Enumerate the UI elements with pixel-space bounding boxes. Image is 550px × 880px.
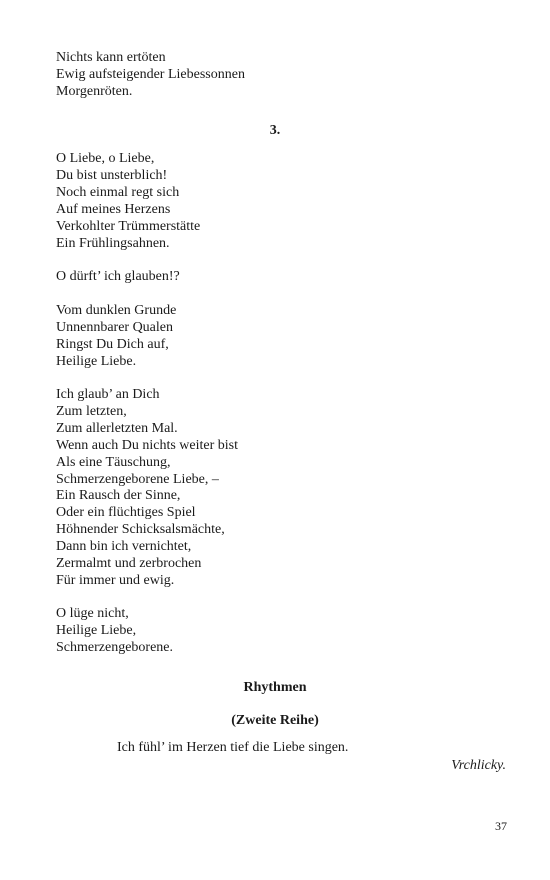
section-heading: Rhythmen xyxy=(243,680,307,695)
verse-line: Für immer und ewig. xyxy=(56,572,175,588)
verse-line: Unnennbarer Qualen xyxy=(56,319,174,335)
verse-line: Verkohlter Trümmerstätte xyxy=(56,218,201,234)
verse-line: Dann bin ich vernichtet, xyxy=(56,539,192,555)
epigraph-quote: Ich fühl’ im Herzen tief die Liebe singen. xyxy=(117,740,349,755)
stanza-2 xyxy=(56,151,496,252)
stanza-6 xyxy=(56,606,496,657)
verse-line: Oder ein flüchtiges Spiel xyxy=(56,505,196,521)
verse-line: O dürft’ ich glauben!? xyxy=(56,269,180,284)
verse-line: Schmerzengeborene Liebe, – xyxy=(56,471,219,487)
verse-line: Zermalmt und zerbrochen xyxy=(56,556,202,572)
epigraph-author: Vrchlicky. xyxy=(451,758,506,773)
verse-line: Schmerzengeborene. xyxy=(56,639,173,655)
verse-line: Noch einmal regt sich xyxy=(56,184,180,200)
stanza-1 xyxy=(56,50,496,101)
verse-line: Als eine Täuschung, xyxy=(56,454,171,470)
verse-line: Du bist unsterblich! xyxy=(56,167,168,183)
verse-line: Zum allerletzten Mal. xyxy=(56,420,178,436)
verse-line: O Liebe, o Liebe, xyxy=(56,151,155,166)
verse-line: Auf meines Herzens xyxy=(56,201,171,217)
verse-line: Wenn auch Du nichts weiter bist xyxy=(56,437,238,453)
verse-line: Morgenröten. xyxy=(56,83,133,99)
verse-line: Vom dunklen Grunde xyxy=(56,303,177,318)
verse-line: Höhnender Schicksalsmächte, xyxy=(56,522,225,538)
verse-line: Ewig aufsteigender Liebessonnen xyxy=(56,66,245,82)
verse-line: Heilige Liebe. xyxy=(56,353,137,369)
verse-line: Ringst Du Dich auf, xyxy=(56,336,169,352)
section-number: 3. xyxy=(269,123,281,138)
verse-line: Heilige Liebe, xyxy=(56,622,137,638)
verse-line: Ein Frühlingsahnen. xyxy=(56,235,170,251)
verse-line: Zum letzten, xyxy=(56,403,127,419)
verse-line: Ein Rausch der Sinne, xyxy=(56,488,181,504)
section-subheading: (Zweite Reihe) xyxy=(231,713,319,728)
stanza-4 xyxy=(56,303,496,371)
verse-line: Nichts kann ertöten xyxy=(56,50,166,65)
stanza-5 xyxy=(56,387,496,590)
verse-line: Ich glaub’ an Dich xyxy=(56,387,160,402)
stanza-3 xyxy=(56,269,496,286)
page-number: 37 xyxy=(495,819,507,833)
verse-line: O lüge nicht, xyxy=(56,606,129,621)
